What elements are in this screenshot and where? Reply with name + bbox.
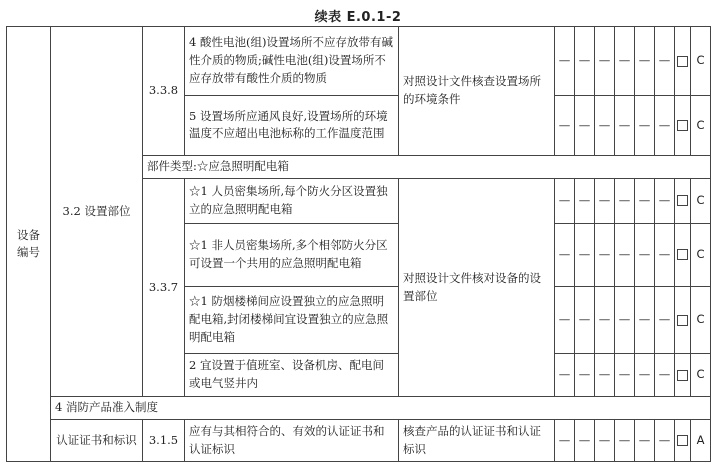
blank-mark: —: [655, 223, 675, 286]
blank-mark: —: [575, 96, 595, 155]
blank-mark: —: [555, 420, 575, 462]
blank-mark: —: [575, 287, 595, 354]
blank-mark: —: [575, 178, 595, 223]
requirement-cell: 应有与其相符合的、有效的认证证书和认证标识: [185, 420, 399, 462]
blank-mark: —: [555, 27, 575, 96]
blank-mark: —: [555, 287, 575, 354]
subsection-cell: 3.2 设置部位: [51, 27, 143, 397]
checkbox-cell[interactable]: [675, 420, 691, 462]
blank-mark: —: [595, 354, 615, 397]
grade-cell: C: [691, 287, 711, 354]
requirement-cell: ☆1 非人员密集场所,多个相邻防火分区可设置一个共用的应急照明配电箱: [185, 223, 399, 286]
method-cell: 对照设计文件核查设置场所的环境条件: [399, 27, 555, 156]
requirement-cell: ☆1 防烟楼梯间应设置独立的应急照明配电箱,封闭楼梯间宜设置独立的应急照明配电箱: [185, 287, 399, 354]
checkbox-cell[interactable]: [675, 287, 691, 354]
blank-mark: —: [575, 354, 595, 397]
blank-mark: —: [615, 354, 635, 397]
blank-mark: —: [635, 96, 655, 155]
clause-cell: 3.3.8: [143, 27, 185, 156]
checkbox-icon[interactable]: [677, 120, 688, 131]
blank-mark: —: [595, 287, 615, 354]
grade-cell: C: [691, 178, 711, 223]
blank-mark: —: [655, 354, 675, 397]
blank-mark: —: [635, 178, 655, 223]
blank-mark: —: [635, 223, 655, 286]
blank-mark: —: [575, 223, 595, 286]
blank-mark: —: [555, 223, 575, 286]
blank-mark: —: [615, 287, 635, 354]
grade-cell: C: [691, 354, 711, 397]
blank-mark: —: [555, 178, 575, 223]
checkbox-cell[interactable]: [675, 96, 691, 155]
section-heading-cell: 4 消防产品准入制度: [51, 397, 711, 420]
requirement-cell: 4 酸性电池(组)设置场所不应存放带有碱性介质的物质;碱性电池(组)设置场所不应存放带有酸性介质的物质: [185, 27, 399, 96]
method-cell: 对照设计文件核对设备的设置部位: [399, 178, 555, 396]
grade-cell: C: [691, 223, 711, 286]
blank-mark: —: [655, 287, 675, 354]
item-cell: 认证证书和标识: [51, 420, 143, 462]
blank-mark: —: [635, 420, 655, 462]
blank-mark: —: [615, 420, 635, 462]
grade-cell: C: [691, 27, 711, 96]
blank-mark: —: [595, 96, 615, 155]
checkbox-icon[interactable]: [677, 195, 688, 206]
table-row: [7, 27, 711, 96]
blank-mark: —: [615, 96, 635, 155]
checkbox-cell[interactable]: [675, 354, 691, 397]
blank-mark: —: [555, 96, 575, 155]
checkbox-icon[interactable]: [677, 370, 688, 381]
requirement-cell: 5 设置场所应通风良好,设置场所的环境温度不应超出电池标称的工作温度范围: [185, 96, 399, 155]
blank-mark: —: [595, 223, 615, 286]
blank-mark: —: [635, 287, 655, 354]
method-cell: 核查产品的认证证书和认证标识: [399, 420, 555, 462]
checkbox-icon[interactable]: [677, 315, 688, 326]
checkbox-icon[interactable]: [677, 56, 688, 67]
grade-cell: C: [691, 96, 711, 155]
blank-mark: —: [595, 420, 615, 462]
blank-mark: —: [575, 27, 595, 96]
blank-mark: —: [655, 27, 675, 96]
checkbox-icon[interactable]: [677, 249, 688, 260]
blank-mark: —: [655, 178, 675, 223]
grade-cell: A: [691, 420, 711, 462]
blank-mark: —: [575, 420, 595, 462]
blank-mark: —: [555, 354, 575, 397]
clause-cell: 3.1.5: [143, 420, 185, 462]
blank-mark: —: [615, 178, 635, 223]
table-row: [7, 397, 711, 420]
blank-mark: —: [635, 354, 655, 397]
checkbox-cell[interactable]: [675, 27, 691, 96]
table-title: 续表 E.0.1-2: [314, 10, 402, 25]
requirement-cell: ☆1 人员密集场所,每个防火分区设置独立的应急照明配电箱: [185, 178, 399, 223]
requirement-cell: 2 宜设置于值班室、设备机房、配电间或电气竖井内: [185, 354, 399, 397]
component-type-cell: 部件类型:☆应急照明配电箱: [143, 155, 711, 178]
clause-cell: 3.3.7: [143, 178, 185, 396]
checkbox-cell[interactable]: [675, 178, 691, 223]
group-cell: 设备 编号: [7, 27, 51, 462]
checkbox-cell[interactable]: [675, 223, 691, 286]
blank-mark: —: [595, 178, 615, 223]
table-row: [7, 420, 711, 462]
inspection-table: [6, 26, 711, 462]
blank-mark: —: [655, 420, 675, 462]
blank-mark: —: [635, 27, 655, 96]
blank-mark: —: [655, 96, 675, 155]
blank-mark: —: [615, 27, 635, 96]
checkbox-icon[interactable]: [677, 435, 688, 446]
blank-mark: —: [595, 27, 615, 96]
blank-mark: —: [615, 223, 635, 286]
